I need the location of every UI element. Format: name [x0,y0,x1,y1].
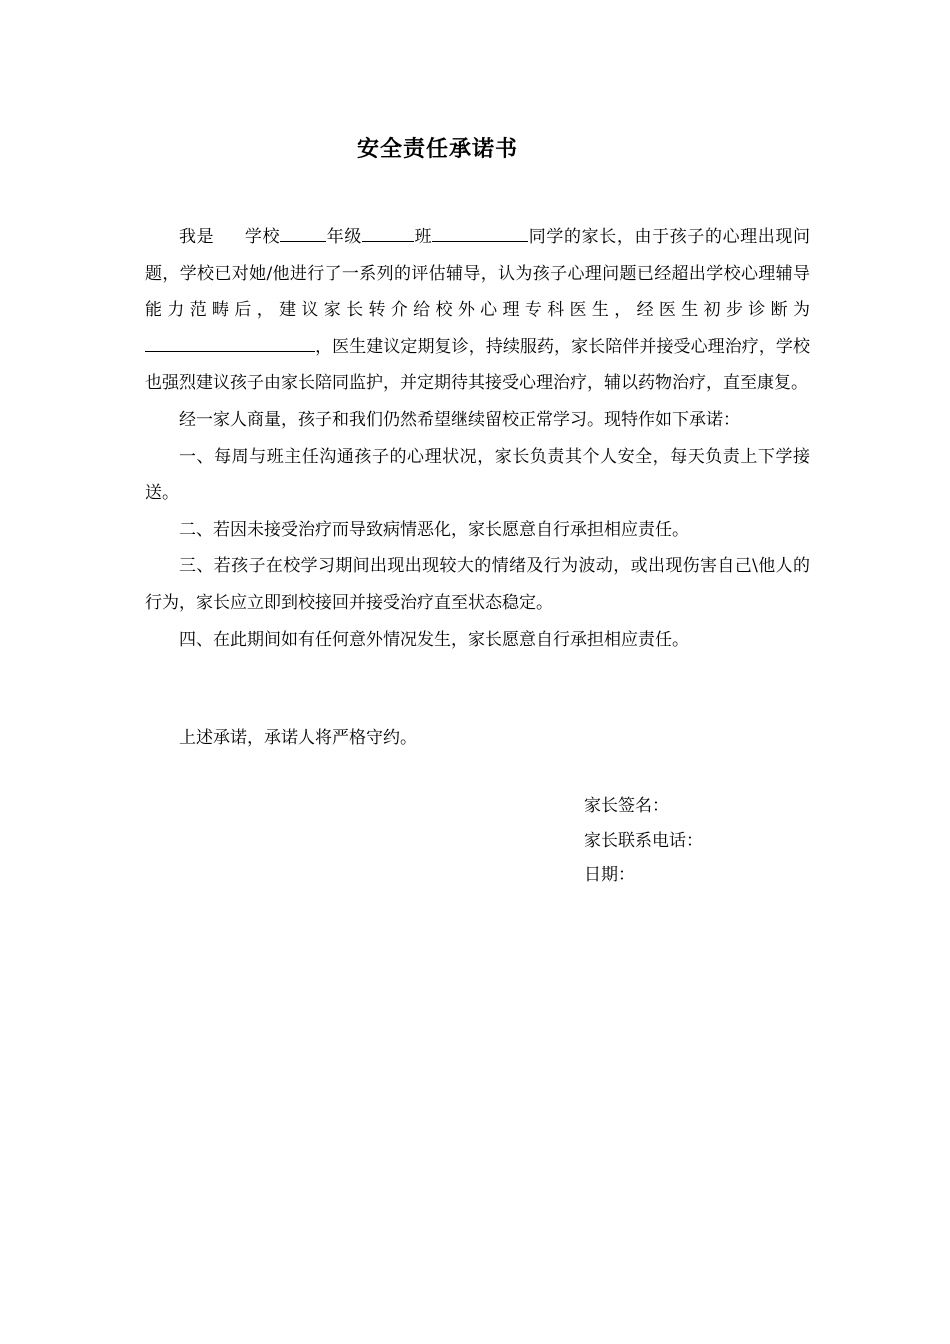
commitment-item-2: 二、若因未接受治疗而导致病情恶化，家长愿意自行承担相应责任。 [179,519,689,540]
date-label: 日期： [584,865,635,885]
document-body [145,219,810,658]
commitment-item-4: 四、在此期间如有任何意外情况发生，家长愿意自行承担相应责任。 [179,629,689,650]
consensus-paragraph: 经一家人商量，孩子和我们仍然希望继续留校正常学习。现特作如下承诺： [179,409,740,430]
intro-text-2: 学校 [244,227,281,247]
intro-text-1: 我是 [179,227,215,247]
signature-block [584,789,703,893]
commitment-item-1: 一、每周与班主任沟通孩子的心理状况，家长负责其个人安全，每天负责上下学接送。 [145,446,810,504]
class-blank[interactable] [362,223,414,242]
closing-statement: 上述承诺，承诺人将严格守约。 [179,728,417,748]
intro-paragraph [145,219,810,402]
document-title: 安全责任承诺书 [356,136,518,162]
student-name-blank[interactable] [432,223,528,242]
intro-text-4: 班 [413,227,433,247]
intro-text-5: 同学的家长，由于孩子的心理出现问题，学校已对她/他进行了一系列的评估辅导，认为孩子心理问题已经超出学校心理辅导能力范畴后，建议家长转介给校外心理专科医生，经医生初步诊断为 [145,227,811,321]
parent-phone-label: 家长联系电话： [584,830,703,851]
intro-text-3: 年级 [326,227,362,247]
parent-signature-label: 家长签名： [584,796,669,816]
intro-text-6: ，医生建议定期复诊，持续服药，家长陪伴并接受心理治疗，学校也强烈建议孩子由家长陪同监护，并定期待其接受心理治疗，辅以药物治疗，直至康复。 [145,336,810,394]
commitment-item-3: 三、若孩子在校学习期间出现出现较大的情绪及行为波动，或出现伤害自己\他人的行为，家长应立即到校接回并接受治疗直至状态稳定。 [145,556,810,613]
grade-blank[interactable] [280,223,326,242]
diagnosis-blank[interactable] [145,333,315,352]
